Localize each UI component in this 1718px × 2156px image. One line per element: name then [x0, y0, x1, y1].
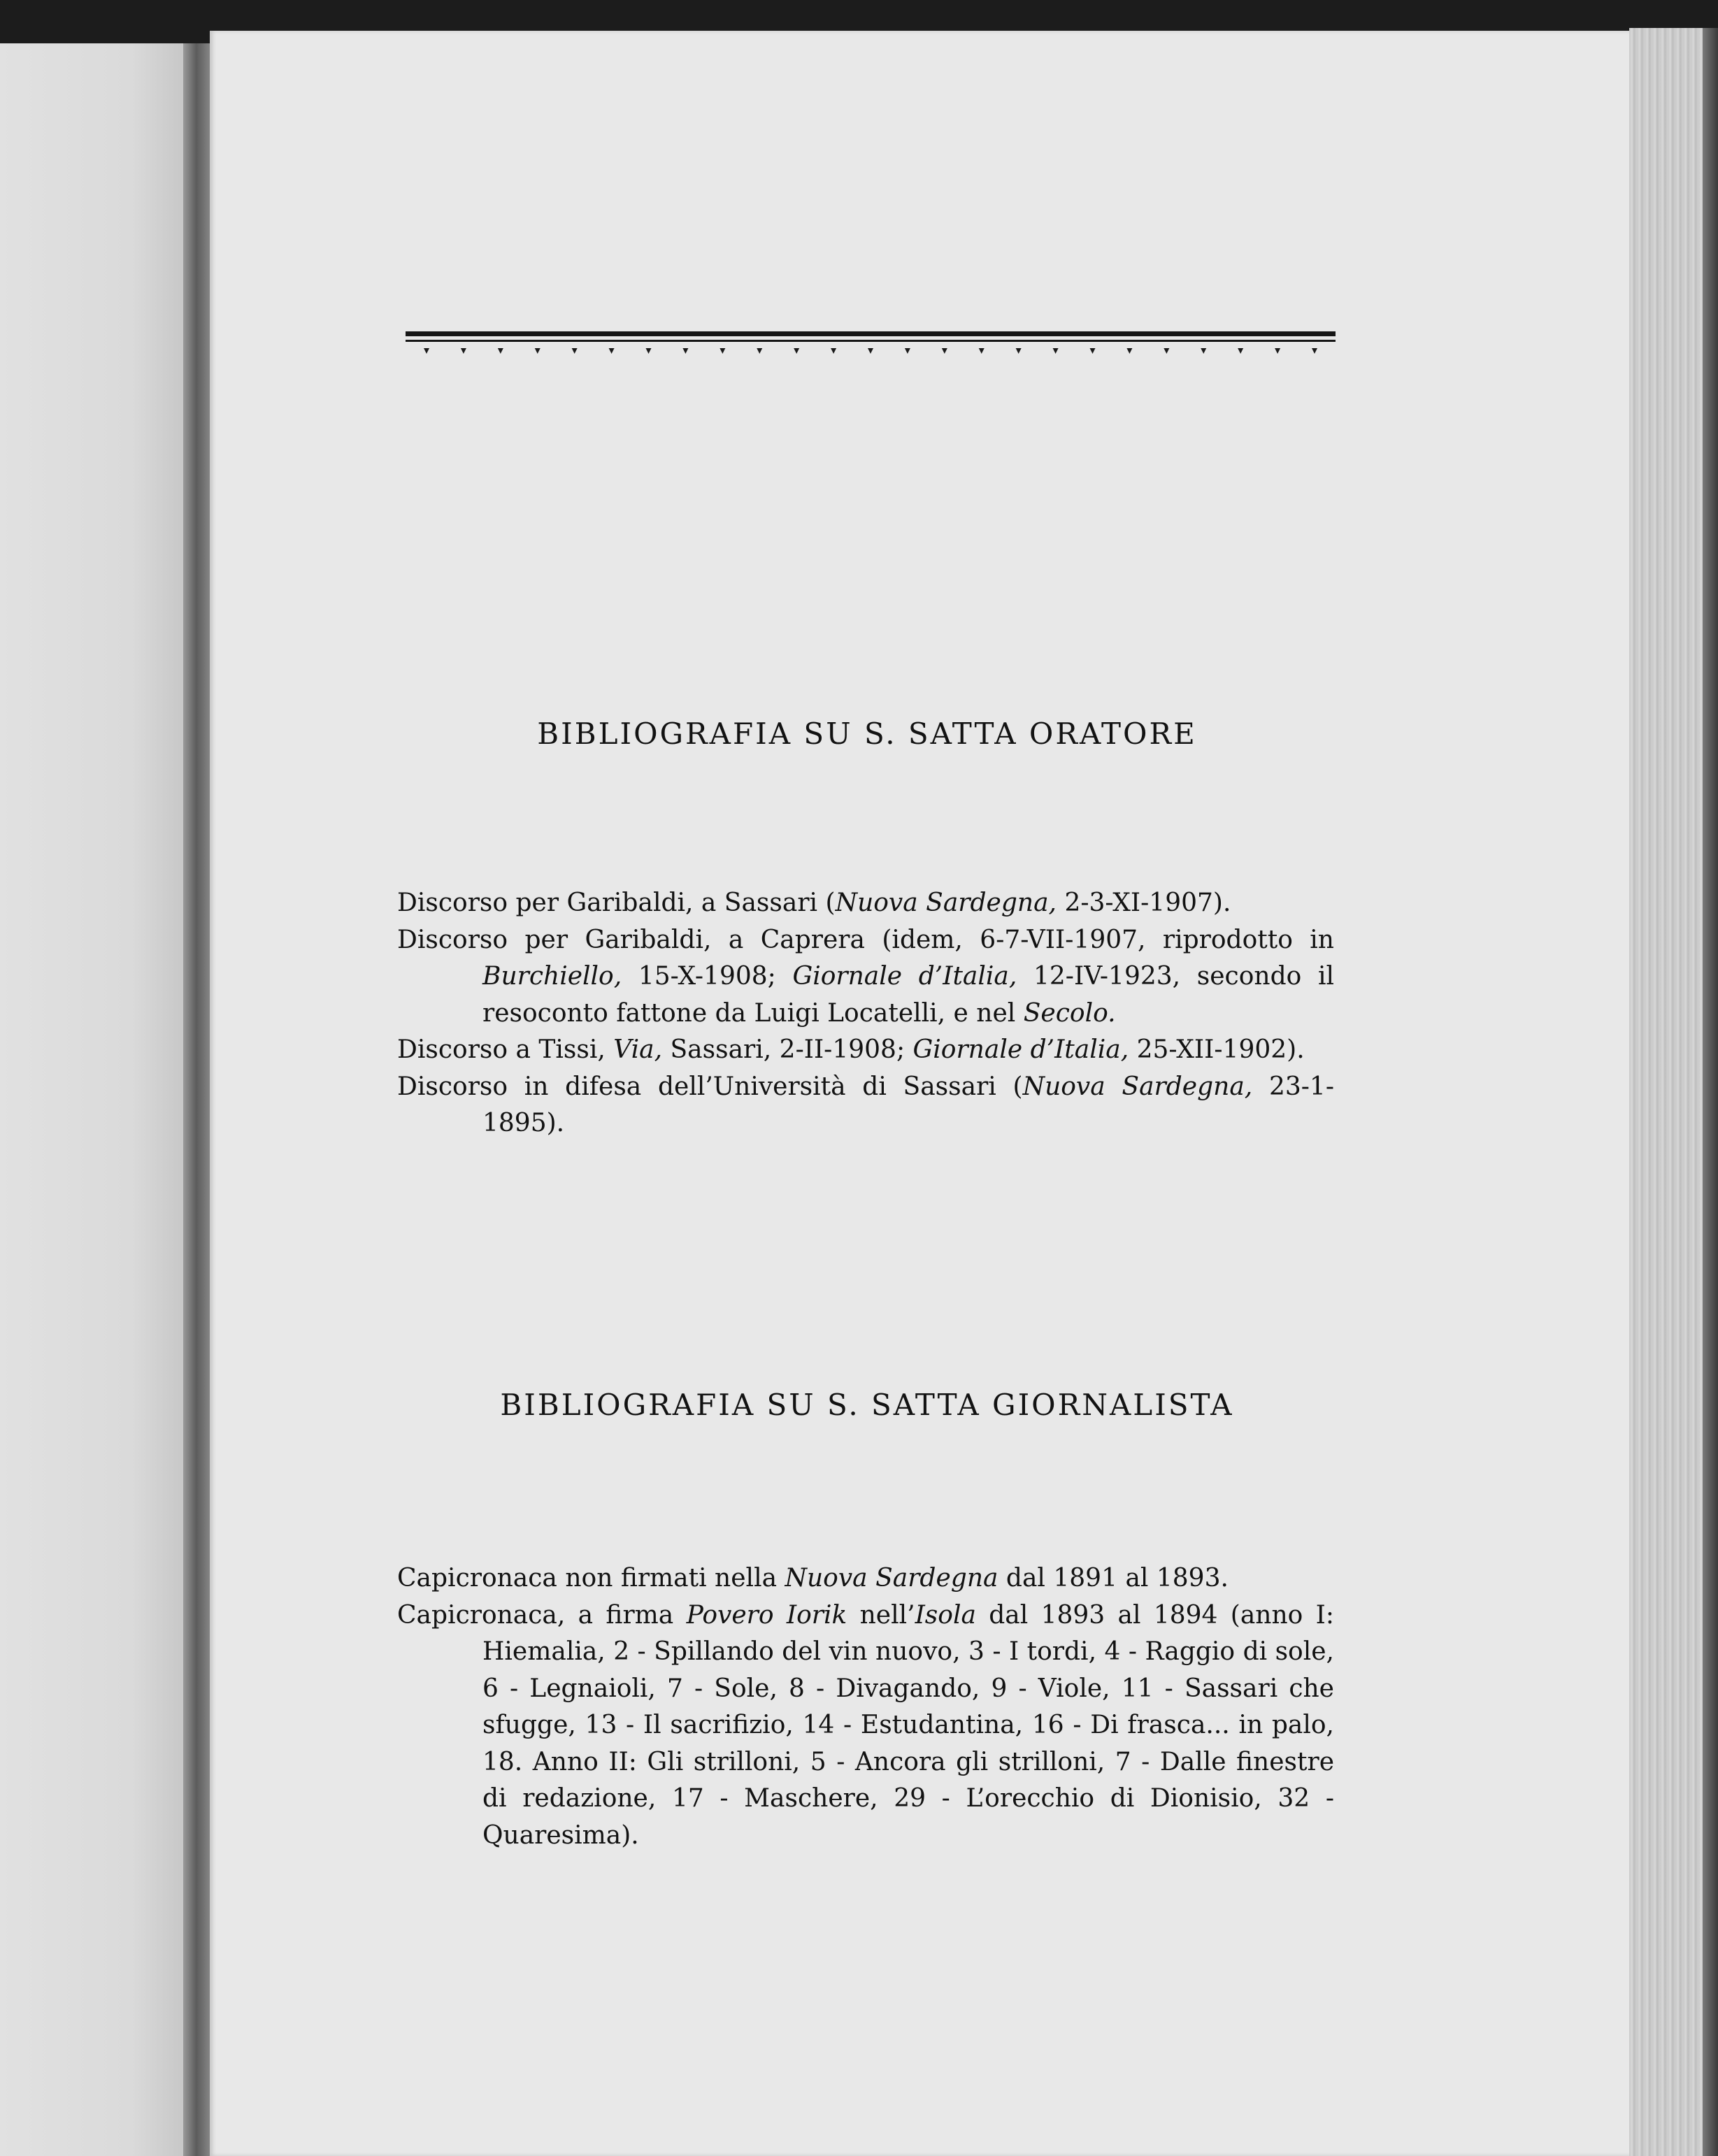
scan-right-edge [1703, 28, 1718, 2156]
ornament-dot [1016, 348, 1022, 354]
entry-title-italic: Burchiello, [482, 962, 622, 991]
bibliography-list-oratore [397, 885, 1334, 1142]
bibliography-entry [397, 1560, 1334, 1597]
entry-title-italic: Secolo. [1023, 998, 1116, 1028]
ornament-dot [1238, 348, 1243, 354]
header-ornament [406, 329, 1336, 362]
entry-text: 15-X-1908; [622, 962, 793, 991]
ornament-dot [1312, 348, 1317, 354]
entry-text: dal 1891 al 1893. [998, 1564, 1229, 1593]
ornament-dot [572, 348, 578, 354]
entry-title-italic: Giornale d’Italia, [912, 1035, 1129, 1064]
ornament-dot [1053, 348, 1059, 354]
ornament-dot [646, 348, 652, 354]
entry-title-italic: Giornale d’Italia, [792, 962, 1017, 991]
entry-title-italic: Nuova Sardegna, [835, 889, 1057, 917]
bibliography-entry [397, 922, 1334, 1033]
ornament-dot [942, 348, 947, 354]
section-title-giornalista: BIBLIOGRAFIA SU S. SATTA GIORNALISTA [500, 1388, 1234, 1422]
entry-text: dal 1893 al 1894 (anno I: Hiemalia, 2 - Spillando del vin nuovo, 3 - I tordi, 4 - Raggio di sole, 6 - Legnaioli, 7 - Sole, 8 - Divagando, 9 - Viole, 11 - Sassari che sfugge, 13 - Il sacrifizio, 14 - Estudantina, 16 - Di frasca... in palo, 18. Anno II: Gli strilloni, 5 - Ancora gli strilloni, 7 - Dalle finestre di redazione, 17 - Maschere, 29 - L’orecchio di Dionisio, 32 - Quaresima). [482, 1600, 1334, 1850]
bibliography-entry [397, 885, 1334, 922]
ornament-dot [868, 348, 873, 354]
section-title-oratore: BIBLIOGRAFIA SU S. SATTA ORATORE [537, 717, 1197, 751]
ornament-dot [535, 348, 541, 354]
ornament-dot [1126, 348, 1132, 354]
entry-text: Discorso per Garibaldi, a Caprera (idem, 6-7-VII-1907, riprodotto in [397, 925, 1334, 954]
entry-title-italic: Via, [613, 1035, 663, 1064]
ornament-dot [461, 348, 466, 354]
entry-text: Capicronaca, a firma [397, 1600, 687, 1630]
entry-text: Discorso in difesa dell’Università di Sassari ( [397, 1072, 1023, 1101]
book-gutter [183, 43, 213, 2156]
left-page [0, 43, 187, 2156]
entry-text: 12-IV-1923, secondo il resoconto fattone da Luigi Locatelli, e nel [482, 962, 1334, 1028]
entry-text: 2-3-XI-1907). [1057, 889, 1231, 917]
ornament-dot [1164, 348, 1169, 354]
entry-text: Sassari, 2-II-1908; [662, 1035, 913, 1064]
entry-title-italic: Isola [915, 1600, 976, 1630]
bibliography-entry [397, 1597, 1334, 1855]
entry-text: nell’ [847, 1600, 915, 1630]
entry-title-italic: Nuova Sardegna, [1022, 1072, 1253, 1101]
entry-title-italic: Povero Iorik [686, 1600, 847, 1630]
bibliography-entry [397, 1032, 1334, 1069]
ornament-dot [905, 348, 910, 354]
ornament-dot [757, 348, 762, 354]
entry-text: Discorso a Tissi, [397, 1035, 614, 1064]
ornament-thick-rule [406, 331, 1336, 336]
ornament-dot [682, 348, 688, 354]
ornament-dot [424, 348, 429, 354]
entry-text: 23-1-1895). [482, 1072, 1334, 1137]
entry-title-italic: Nuova Sardegna [785, 1564, 998, 1593]
ornament-dot [831, 348, 836, 354]
ornament-dot [979, 348, 985, 354]
entry-text: Discorso per Garibaldi, a Sassari ( [397, 889, 836, 917]
ornament-dot [1275, 348, 1280, 354]
ornament-thin-rule [406, 340, 1336, 342]
ornament-dot [1090, 348, 1096, 354]
entry-text: Capicronaca non firmati nella [397, 1564, 785, 1593]
bibliography-entry [397, 1069, 1334, 1142]
page-fore-edge [1629, 28, 1718, 2156]
ornament-dot [498, 348, 503, 354]
ornament-dot [720, 348, 725, 354]
ornament-dots [424, 348, 1317, 354]
ornament-dot [794, 348, 799, 354]
bibliography-list-giornalista [397, 1560, 1334, 1854]
ornament-dot [1201, 348, 1206, 354]
ornament-dot [609, 348, 615, 354]
entry-text: 25-XII-1902). [1129, 1035, 1305, 1064]
